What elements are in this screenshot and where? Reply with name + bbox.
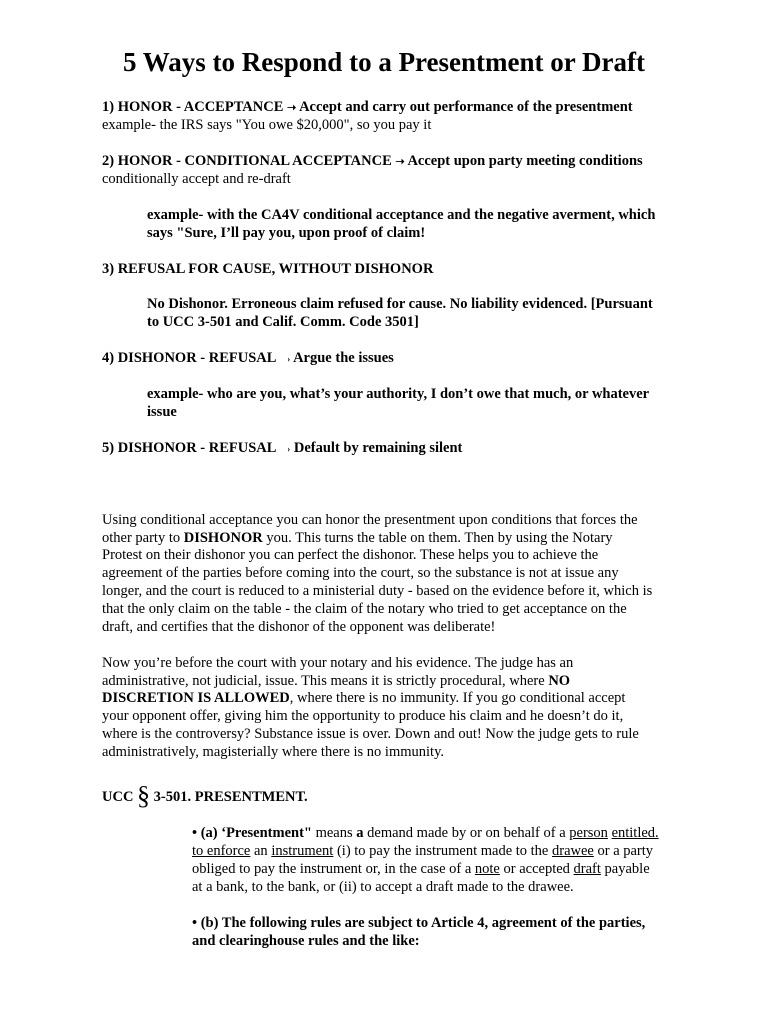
subsection-b-line-1: • (b) The following rules are subject to Article 4, agreement of the parties, [192,915,646,931]
text-run: obliged to pay the instrument or, in the case of a [192,861,475,877]
item-4-heading: 4) DISHONOR - REFUSAL [102,350,276,366]
ucc-prefix: UCC [102,789,134,805]
item-3-example-line-1: No Dishonor. Erroneous claim refused for cause. No liability evidenced. [Pursuant [147,296,653,312]
item-4-description: Argue the issues [293,350,394,366]
item-2-description: Accept upon party meeting conditions [407,153,643,169]
subsection-b-line-2: and clearinghouse rules and the like: [192,933,420,949]
item-1-heading: 1) HONOR - ACCEPTANCE [102,99,284,115]
term-to-enforce: to enforce [192,843,251,859]
text-run: (i) to pay the instrument made to the [333,843,552,859]
subsection-a-label: (a) ‘Presentment" [200,825,312,841]
page-title: 5 Ways to Respond to a Presentment or Draft [123,47,645,77]
emphasis-no: NO [548,673,571,689]
item-4-example-line-1: example- who are you, what’s your authority, I don’t owe that much, or whatever [147,386,650,402]
item-1-heading-line [102,98,633,117]
text-run: other party to [102,530,184,546]
chevron-right-icon: › [287,354,291,364]
text-run: or a party [593,843,654,859]
item-1-example: example- the IRS says "You owe $20,000", so you pay it [102,117,432,133]
paragraph-1-line-5: longer, and the court is reduced to a ministerial duty - based on the evidence before it, which is [102,583,653,599]
ucc-heading-text: 3-501. PRESENTMENT. [153,789,308,805]
text-run: means [311,825,357,841]
paragraph-1-line-1: Using conditional acceptance you can honor the presentment upon conditions that forces the [102,512,638,528]
paragraph-1-line-4: agreement of the parties before coming into the court, so the substance is not at issue any [102,565,619,581]
subsection-a-line-3 [192,860,650,878]
text-run: a [356,825,364,841]
item-2-heading: 2) HONOR - CONDITIONAL ACCEPTANCE [102,153,392,169]
item-5-description: Default by remaining silent [293,440,463,456]
section-sign-icon: § [137,781,151,810]
emphasis-discretion: DISCRETION IS ALLOWED [102,690,290,706]
ucc-section-heading [102,781,308,810]
text-run: you. This turns the table on them. Then by using the Notary [262,530,613,546]
item-3-heading: 3) REFUSAL FOR CAUSE, WITHOUT DISHONOR [102,261,434,277]
item-3-example-line-2: to UCC 3-501 and Calif. Comm. Code 3501] [147,314,419,330]
term-note: note [474,861,500,877]
text-run: an [250,843,272,859]
item-4-example-line-2: issue [147,404,177,420]
paragraph-2-line-2 [102,672,570,690]
item-1-description: Accept and carry out performance of the presentment [299,99,633,115]
text-run: administrative, not judicial, issue. This means it is strictly procedural, where [102,673,549,689]
dishonor-emphasis: DISHONOR [183,530,263,546]
paragraph-1-line-2 [102,529,613,547]
item-2-example-line-1: example- with the CA4V conditional acceptance and the negative averment, which [147,207,656,223]
term-person: person [569,825,608,841]
subsection-a-line-1 [192,824,659,842]
paragraph-1-line-3: Protest on their dishonor you can perfect the dishonor. These helps you to achieve the [102,547,599,563]
text-run: or accepted [499,861,574,877]
subsection-a-line-2 [192,842,653,860]
item-5-heading: 5) DISHONOR - REFUSAL [102,440,276,456]
arrow-icon: ➝ [395,156,405,168]
item-2-example-line-2: says "Sure, I’ll pay you, upon proof of claim! [147,225,426,241]
text-run: demand made by or on behalf of a [363,825,570,841]
term-drawee: drawee [552,843,594,859]
subsection-a-line-4: at a bank, to the bank, or (ii) to accept a draft made to the drawee. [192,879,574,895]
paragraph-1-line-6: that the only claim on the table - the claim of the notary who tried to get acceptance on the [102,601,627,617]
term-entitled: entitled. [611,825,659,841]
term-instrument: instrument [271,843,334,859]
paragraph-2-line-3 [102,689,625,707]
bullet: • [192,825,198,841]
text-run: payable [600,861,650,877]
paragraph-2-line-5: where is the controversy? Substance issue is over. Down and out! Now the judge gets to rule [102,726,639,742]
chevron-right-icon: › [287,444,291,454]
term-draft: draft [573,861,601,877]
item-2-subtext: conditionally accept and re-draft [102,171,291,187]
arrow-icon: ➝ [287,102,297,114]
item-2-heading-line [102,152,643,171]
paragraph-2-line-6: administratively, magisterially where there is no immunity. [102,744,445,760]
item-5-heading-line [102,439,462,458]
paragraph-2-line-4: your opponent offer, giving him the opportunity to produce his claim and he doesn’t do it, [102,708,624,724]
paragraph-1-line-7: draft, and certifies that the dishonor of the opponent was deliberate! [102,619,496,635]
paragraph-2-line-1: Now you’re before the court with your notary and his evidence. The judge has an [102,655,574,671]
item-4-heading-line [102,349,394,368]
text-run: , where there is no immunity. If you go conditional accept [289,690,626,706]
